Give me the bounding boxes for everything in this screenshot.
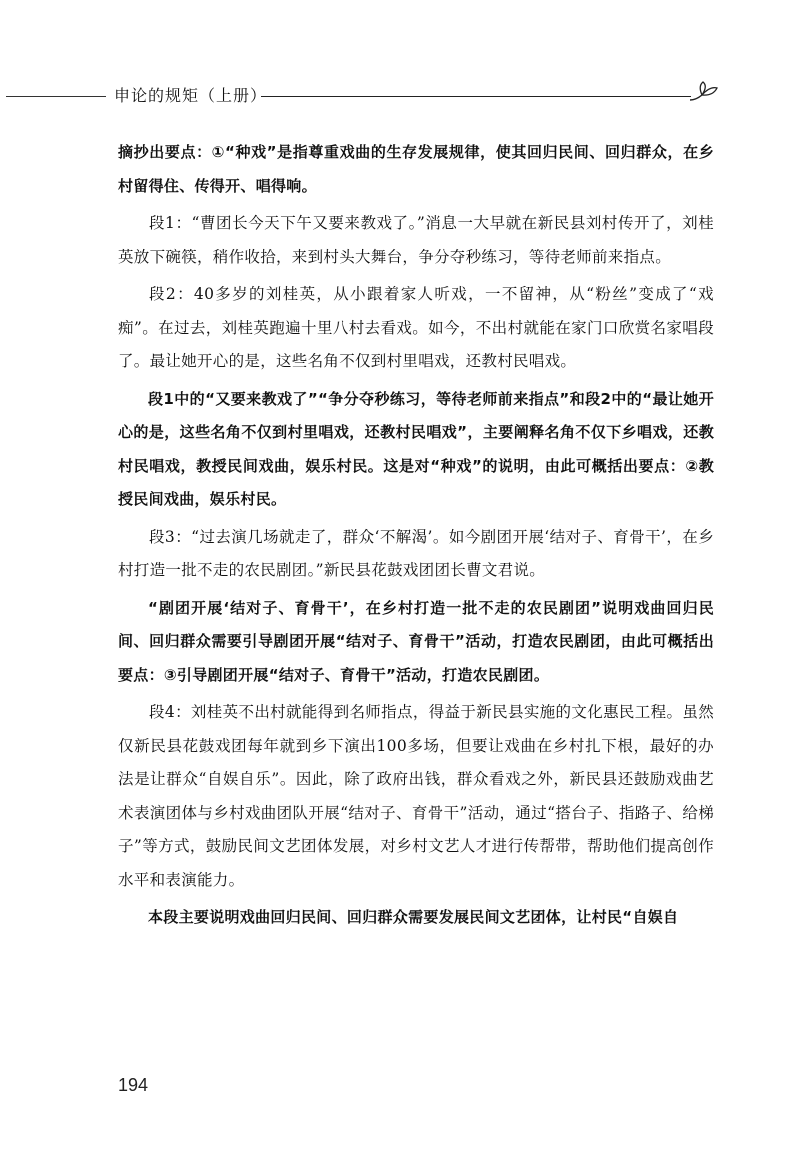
paragraph: 段4：刘桂英不出村就能得到名师指点，得益于新民县实施的文化惠民工程。虽然仅新民县花鼓戏团每年就到乡下演出100多场，但要让戏曲在乡村扎下根，最好的办法是让群众“自娱自乐”。因此，除了政府出钱，群众看戏之外，新民县还鼓励戏曲艺术表演团体与乡村戏曲团队开展“结对子、育骨干”活动，通过“搭台子、指路子、给梯子”等方式，鼓励民间文艺团体发展，对乡村文艺人才进行传帮带，帮助他们提高创作水平和表演能力。	[118, 703, 714, 889]
header-rule-right	[261, 96, 691, 97]
cropped-footer-smudge	[240, 1154, 470, 1168]
page-body	[118, 136, 714, 935]
paragraph: 段1中的“又要来教戏了”“争分夺秒练习，等待老师前来指点”和段2中的“最让她开心的是，这些名角不仅到村里唱戏，还教村民唱戏”，主要阐释名角不仅下乡唱戏，还教村民唱戏，教授民间戏曲，娱乐村民。这是对“种戏”的说明，由此可概括出要点：②教授民间戏曲，娱乐村民。	[118, 389, 714, 508]
paragraph: 段1：“曹团长今天下午又要来教戏了。”消息一大早就在新民县刘村传开了，刘桂英放下碗筷，稍作收拾，来到村头大舞台，争分夺秒练习，等待老师前来指点。	[118, 214, 714, 266]
paragraph: 段2：40多岁的刘桂英，从小跟着家人听戏，一不留神，从“粉丝”变成了“戏痴”。在过去，刘桂英跑遍十里八村去看戏。如今，不出村就能在家门口欣赏名家唱段了。最让她开心的是，这些名角不仅到村里唱戏，还教村民唱戏。	[118, 285, 714, 370]
paragraph: 本段主要说明戏曲回归民间、回归群众需要发展民间文艺团体，让村民“自娱自	[148, 908, 679, 926]
header-rule-left	[6, 96, 106, 97]
sprout-icon	[686, 78, 720, 106]
paragraph: “剧团开展‘结对子、育骨干’，在乡村打造一批不走的农民剧团”说明戏曲回归民间、回归群众需要引导剧团开展“结对子、育骨干”活动，打造农民剧团，由此可概括出要点：③引导剧团开展“结对子、育骨干”活动，打造农民剧团。	[118, 598, 714, 684]
page-number: 194	[118, 1075, 149, 1095]
paragraph: 摘抄出要点：①“种戏”是指尊重戏曲的生存发展规律，使其回归民间、回归群众，在乡村留得住、传得开、唱得响。	[118, 143, 714, 195]
running-header	[6, 78, 718, 108]
paragraph: 段3：“过去演几场就走了，群众‘不解渴’。如今剧团开展‘结对子、育骨干’，在乡村打造一批不走的农民剧团。”新民县花鼓戏团团长曹文君说。	[118, 527, 714, 579]
header-title: 申论的规矩（上册）	[114, 86, 268, 105]
